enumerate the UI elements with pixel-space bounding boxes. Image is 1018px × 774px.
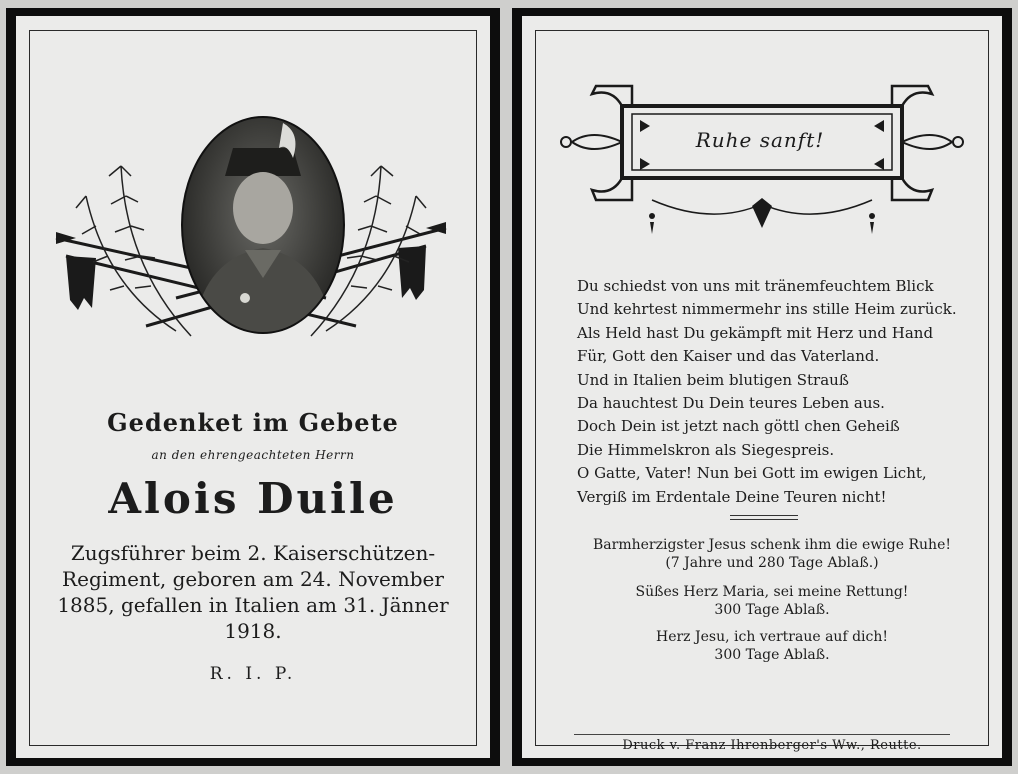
biography-line: 1885, gefallen in Italien am 31. Jänner: [57, 593, 449, 617]
footer-rule: [574, 734, 950, 735]
heading: Gedenket im Gebete: [107, 408, 399, 437]
card-paper: [16, 16, 490, 758]
poem-line: Und kehrtest nimmermehr ins stille Heim zurück.: [577, 300, 957, 319]
poem-line: Doch Dein ist jetzt nach göttl chen Geheiß: [577, 417, 900, 436]
poem-line: O Gatte, Vater! Nun bei Gott im ewigen Licht,: [577, 464, 927, 483]
poem-line: Vergiß im Erdentale Deine Teuren nicht!: [577, 487, 887, 506]
indulgence-text: (7 Jahre und 280 Tage Ablaß.): [665, 555, 879, 571]
biography-line: Zugsführer beim 2. Kaiserschützen-: [70, 541, 436, 565]
prayer-text: Süßes Herz Maria, sei meine Rettung!: [635, 584, 909, 600]
poem: [577, 275, 967, 509]
prayer-1: [562, 536, 982, 572]
biography-line: Regiment, geboren am 24. November: [62, 567, 444, 591]
card-paper: [522, 16, 1002, 758]
prayer-text: Herz Jesu, ich vertraue auf dich!: [655, 629, 889, 645]
indulgence-text: 300 Tage Ablaß.: [714, 602, 830, 618]
divider: [730, 515, 798, 523]
poem-line: Und in Italien beim blutigen Strauß: [577, 370, 849, 389]
banner-text: Ruhe sanft!: [695, 128, 825, 152]
poem-line: Als Held hast Du gekämpft mit Herz und Hand: [577, 323, 934, 342]
printer-imprint: Druck v. Franz Ihrenberger's Ww., Reutte.: [622, 738, 922, 753]
indulgence-text: 300 Tage Ablaß.: [714, 647, 830, 663]
soldier-portrait-icon: [183, 118, 343, 332]
prayer-2: [562, 583, 982, 619]
deceased-name: Alois Duile: [108, 474, 398, 523]
rip-text: R. I. P.: [209, 664, 297, 684]
prayer-text: Barmherzigster Jesus schenk ihm die ewige Ruhe!: [593, 537, 951, 553]
ornamental-banner: [552, 76, 972, 246]
poem-line: Die Himmelskron als Siegespreis.: [577, 440, 835, 459]
biography-line: 1918.: [224, 619, 282, 643]
biography: [36, 540, 470, 644]
poem-line: Für, Gott den Kaiser und das Vaterland.: [577, 347, 880, 366]
poem-line: Da hauchtest Du Dein teures Leben aus.: [577, 394, 885, 413]
prayer-3: [562, 628, 982, 664]
subheading: an den ehrengeachteten Herrn: [151, 448, 355, 462]
portrait-photo: [181, 116, 345, 334]
poem-line: Du schiedst von uns mit tränemfeuchtem Blick: [577, 277, 934, 295]
memorial-card-front: [6, 8, 500, 766]
memorial-card-back: [512, 8, 1012, 766]
